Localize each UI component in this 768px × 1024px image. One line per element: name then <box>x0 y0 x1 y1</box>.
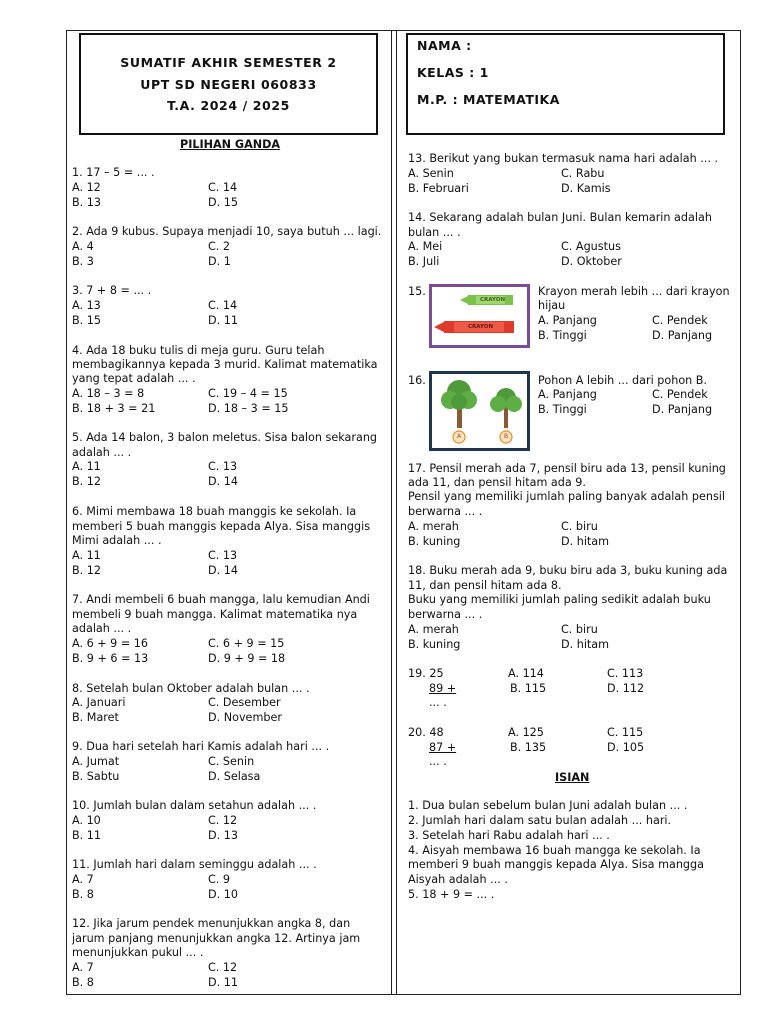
q18-stem-line: berwarna ... . <box>408 608 483 621</box>
q11-option-c: C. 9 <box>208 873 231 886</box>
q10-stem: 10. Jumlah bulan dalam setahun adalah ... . <box>72 799 317 812</box>
q16-number: 16. <box>408 374 426 387</box>
q20-option-d: D. 105 <box>607 741 645 754</box>
q14-option-b: B. Juli <box>408 255 440 268</box>
q15-option-c: C. Pendek <box>652 314 708 327</box>
class-label: KELAS : 1 <box>417 65 489 80</box>
q8-stem: 8. Setelah bulan Oktober adalah bulan ... . <box>72 682 310 695</box>
q6-option-d: D. 14 <box>208 564 238 577</box>
q7-option-c: C. 6 + 9 = 15 <box>208 637 285 650</box>
q4-stem-line: membagikannya kepada 3 murid. Kalimat matematika <box>72 358 378 371</box>
q5-option-b: B. 12 <box>72 475 102 488</box>
q7-option-a: A. 6 + 9 = 16 <box>72 637 149 650</box>
essay-item: 4. Aisyah membawa 16 buah mangga ke sekolah. Ia <box>408 844 701 857</box>
q7-stem-line: 7. Andi membeli 6 buah mangga, lalu kemudian Andi <box>72 593 370 606</box>
q15-option-d: D. Panjang <box>652 329 713 342</box>
q17-stem-line: ada 11, dan pensil hitam ada 9. <box>408 476 586 489</box>
q7-option-d: D. 9 + 9 = 18 <box>208 652 286 665</box>
q8-option-a: A. Januari <box>72 696 126 709</box>
q14-stem-line: 14. Sekarang adalah bulan Juni. Bulan kemarin adalah <box>408 211 712 224</box>
q18-stem-line: 18. Buku merah ada 9, buku biru ada 3, buku kuning ada <box>408 564 728 577</box>
tree-a <box>441 380 477 428</box>
q15-stem-line: hijau <box>538 299 566 312</box>
q17-stem-line: berwarna ... . <box>408 505 483 518</box>
crayon-illustration <box>429 284 530 348</box>
q17-option-a: A. merah <box>408 520 459 533</box>
q1-option-b: B. 13 <box>72 196 102 209</box>
q10-option-d: D. 13 <box>208 829 238 842</box>
q8-option-d: D. November <box>208 711 282 724</box>
q4-option-b: B. 18 + 3 = 21 <box>72 402 156 415</box>
q11-stem: 11. Jumlah hari dalam seminggu adalah ... . <box>72 858 317 871</box>
q16-option-b: B. Tinggi <box>538 403 587 416</box>
q7-stem-line: adalah ... . <box>72 622 132 635</box>
essay-item: 2. Jumlah hari dalam satu bulan adalah ... hari. <box>408 814 672 827</box>
q13-option-a: A. Senin <box>408 167 454 180</box>
q9-option-d: D. Selasa <box>208 770 261 783</box>
q13-option-d: D. Kamis <box>561 182 611 195</box>
q6-option-c: C. 13 <box>208 549 238 562</box>
q6-stem-line: 6. Mimi membawa 18 buah manggis ke sekolah. Ia <box>72 505 357 518</box>
q19-addend: 89 + <box>429 682 457 695</box>
essay-item: Aisyah adalah ... . <box>408 873 508 886</box>
essay-item: memberi 9 buah manggis kepada Alya. Sisa mangga <box>408 858 704 871</box>
q10-option-c: C. 12 <box>208 814 238 827</box>
q3-option-a: A. 13 <box>72 299 101 312</box>
name-label: NAMA : <box>417 38 472 53</box>
q11-option-b: B. 8 <box>72 888 94 901</box>
q1-stem: 1. 17 – 5 = ... . <box>72 166 155 179</box>
essay-item: 3. Setelah hari Rabu adalah hari ... . <box>408 829 610 842</box>
q6-option-a: A. 11 <box>72 549 101 562</box>
q12-stem-line: jarum panjang menunjukkan angka 12. Artinya jam <box>72 932 361 945</box>
subject-label: M.P. : MATEMATIKA <box>417 92 560 107</box>
q14-stem-line: bulan ... . <box>408 226 461 239</box>
q19-first-number: 19. 25 <box>408 667 444 680</box>
q4-stem-line: yang tepat adalah ... . <box>72 372 196 385</box>
q13-option-c: C. Rabu <box>561 167 605 180</box>
q13-stem: 13. Berikut yang bukan termasuk nama hari adalah ... . <box>408 152 719 165</box>
q20-result: ... . <box>429 755 447 768</box>
q11-option-a: A. 7 <box>72 873 94 886</box>
q4-option-c: C. 19 – 4 = 15 <box>208 387 288 400</box>
q20-option-b: B. 135 <box>510 741 547 754</box>
student-info-box <box>406 33 725 135</box>
q16-option-d: D. Panjang <box>652 403 713 416</box>
q17-option-c: C. biru <box>561 520 598 533</box>
q11-option-d: D. 10 <box>208 888 238 901</box>
q2-option-c: C. 2 <box>208 240 231 253</box>
q9-option-a: A. Jumat <box>72 755 120 768</box>
q12-option-c: C. 12 <box>208 961 238 974</box>
q16-option-c: C. Pendek <box>652 388 708 401</box>
q20-first-number: 20. 48 <box>408 726 444 739</box>
q3-option-d: D. 11 <box>208 314 238 327</box>
school-year: T.A. 2024 / 2025 <box>167 98 290 113</box>
essay-item: 1. Dua bulan sebelum bulan Juni adalah bulan ... . <box>408 799 688 812</box>
q14-option-c: C. Agustus <box>561 240 621 253</box>
q4-option-a: A. 18 – 3 = 8 <box>72 387 145 400</box>
q2-option-b: B. 3 <box>72 255 94 268</box>
essay-item: 5. 18 + 9 = ... . <box>408 888 495 901</box>
q14-option-a: A. Mei <box>408 240 443 253</box>
q18-option-d: D. hitam <box>561 638 610 651</box>
q17-option-b: B. kuning <box>408 535 461 548</box>
q19-option-c: C. 113 <box>607 667 644 680</box>
q18-option-c: C. biru <box>561 623 598 636</box>
q19-result: ... . <box>429 696 447 709</box>
q18-stem-line: Buku yang memiliki jumlah paling sedikit adalah buku <box>408 593 711 606</box>
q3-option-b: B. 15 <box>72 314 102 327</box>
q2-option-d: D. 1 <box>208 255 231 268</box>
q18-option-a: A. merah <box>408 623 459 636</box>
q7-option-b: B. 9 + 6 = 13 <box>72 652 149 665</box>
q5-option-a: A. 11 <box>72 460 101 473</box>
q16-option-a: A. Panjang <box>538 388 597 401</box>
q5-option-c: C. 13 <box>208 460 238 473</box>
q17-stem-line: Pensil yang memiliki jumlah paling banyak adalah pensil <box>408 490 726 503</box>
q19-option-b: B. 115 <box>510 682 547 695</box>
q20-addend: 87 + <box>429 741 457 754</box>
q9-option-b: B. Sabtu <box>72 770 120 783</box>
q14-option-d: D. Oktober <box>561 255 622 268</box>
q12-stem-line: menunjukkan pukul ... . <box>72 946 204 959</box>
q2-stem: 2. Ada 9 kubus. Supaya menjadi 10, saya butuh ... lagi. <box>72 225 382 238</box>
q17-stem-line: 17. Pensil merah ada 7, pensil biru ada 13, pensil kuning <box>408 462 726 475</box>
q20-option-a: A. 125 <box>508 726 544 739</box>
green-crayon-label: CRAYON <box>480 297 506 303</box>
tree-b-label: B <box>503 433 509 440</box>
q4-stem-line: 4. Ada 18 buku tulis di meja guru. Guru telah <box>72 344 325 357</box>
q1-option-c: C. 14 <box>208 181 238 194</box>
school-name: UPT SD NEGERI 060833 <box>140 77 317 92</box>
tree-b <box>490 388 522 428</box>
q15-option-b: B. Tinggi <box>538 329 587 342</box>
q3-option-c: C. 14 <box>208 299 238 312</box>
q4-option-d: D. 18 – 3 = 15 <box>208 402 289 415</box>
trees-illustration <box>429 371 530 451</box>
q6-option-b: B. 12 <box>72 564 102 577</box>
q7-stem-line: membeli 9 buah mangga. Kalimat matematika nya <box>72 608 358 621</box>
q15-number: 15. <box>408 285 426 298</box>
q17-option-d: D. hitam <box>561 535 610 548</box>
q1-option-a: A. 12 <box>72 181 101 194</box>
q5-stem-line: adalah ... . <box>72 446 132 459</box>
section-title-multiple-choice: PILIHAN GANDA <box>180 138 281 151</box>
q12-stem-line: 12. Jika jarum pendek menunjukkan angka 8, dan <box>72 917 351 930</box>
q12-option-d: D. 11 <box>208 976 238 989</box>
q1-option-d: D. 15 <box>208 196 238 209</box>
tree-a-label: A <box>456 433 462 440</box>
q3-stem: 3. 7 + 8 = ... . <box>72 284 152 297</box>
q18-stem-line: 11, dan pensil hitam ada 8. <box>408 579 562 592</box>
q13-option-b: B. Februari <box>408 182 469 195</box>
q19-option-a: A. 114 <box>508 667 544 680</box>
q15-stem-line: Krayon merah lebih ... dari krayon <box>538 285 730 298</box>
q8-option-c: C. Desember <box>208 696 281 709</box>
q5-stem-line: 5. Ada 14 balon, 3 balon meletus. Sisa balon sekarang <box>72 431 378 444</box>
q9-option-c: C. Senin <box>208 755 255 768</box>
column-divider <box>391 30 397 994</box>
q9-stem: 9. Dua hari setelah hari Kamis adalah hari ... . <box>72 740 330 753</box>
red-crayon-label: CRAYON <box>468 324 494 330</box>
section-title-essay: ISIAN <box>555 771 590 784</box>
q6-stem-line: memberi 5 buah manggis kepada Alya. Sisa manggis <box>72 520 371 533</box>
q8-option-b: B. Maret <box>72 711 119 724</box>
q10-option-b: B. 11 <box>72 829 102 842</box>
q20-option-c: C. 115 <box>607 726 644 739</box>
exam-title: SUMATIF AKHIR SEMESTER 2 <box>120 55 337 70</box>
q19-option-d: D. 112 <box>607 682 645 695</box>
q10-option-a: A. 10 <box>72 814 101 827</box>
q18-option-b: B. kuning <box>408 638 461 651</box>
q15-option-a: A. Panjang <box>538 314 597 327</box>
q12-option-b: B. 8 <box>72 976 94 989</box>
q5-option-d: D. 14 <box>208 475 238 488</box>
q6-stem-line: Mimi adalah ... . <box>72 534 162 547</box>
q12-option-a: A. 7 <box>72 961 94 974</box>
exam-title-box <box>79 33 378 135</box>
q16-stem: Pohon A lebih ... dari pohon B. <box>538 374 708 387</box>
q2-option-a: A. 4 <box>72 240 94 253</box>
